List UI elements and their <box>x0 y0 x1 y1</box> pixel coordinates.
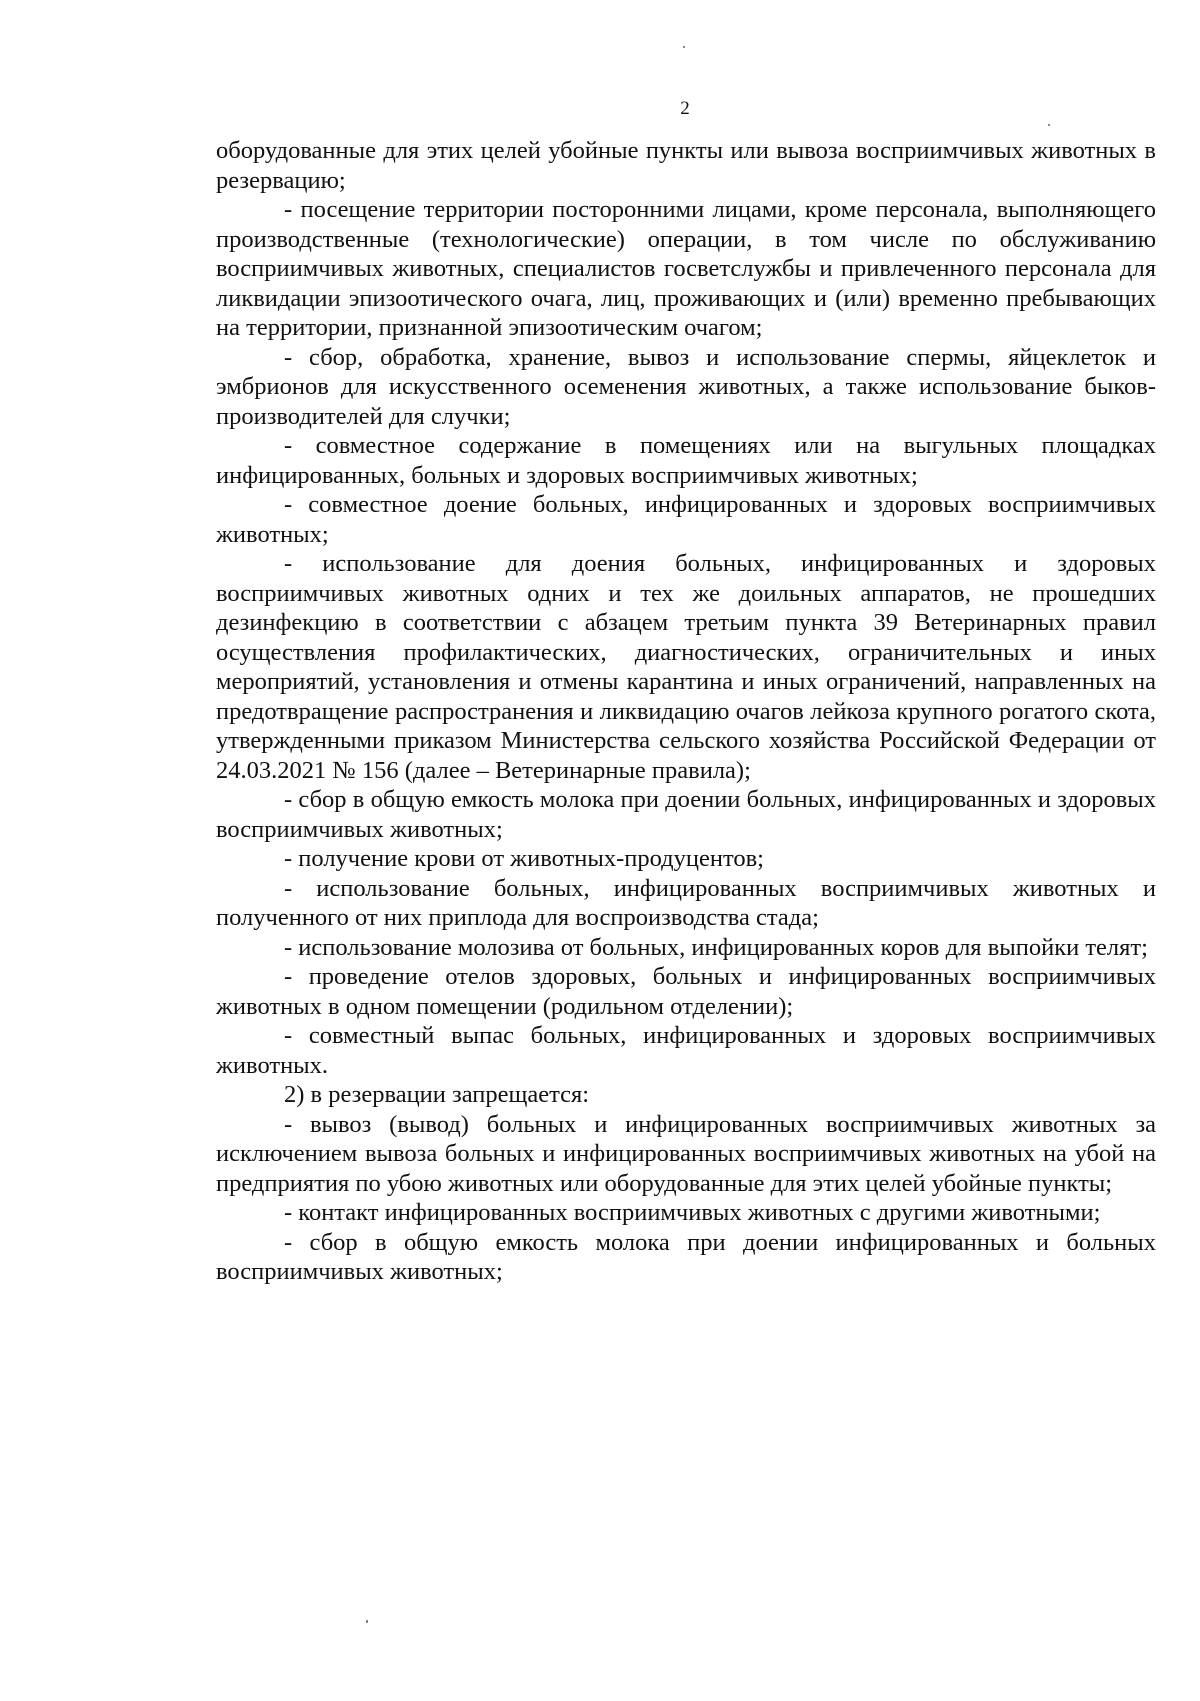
list-item-joint-milking: - совместное доение больных, инфицированных и здоровых восприимчивых животных; <box>216 491 1156 548</box>
section-heading-reservation: 2) в резервации запрещается: <box>284 1081 590 1108</box>
list-item-removal: - вывоз (вывод) больных и инфицированных восприимчивых животных за исключением вывоза больных и инфицированных восприимчивых животных на убой на предприятия по убою животных или оборудованные для этих целей убойные пункты; <box>216 1110 1156 1197</box>
list-item-semen: - сбор, обработка, хранение, вывоз и использование спермы, яйцеклеток и эмбрионов для искусственного осеменения животных, а также использование быков-производителей для случки; <box>216 343 1156 430</box>
list-item-milking-equipment: - использование для доения больных, инфицированных и здоровых восприимчивых животных одних и тех же доильных аппаратов, не прошедших дезинфекцию в соответствии с абзацем третьим пункта 39 Ветеринарных правил осуществления профилактических, диагностических, ограничительных и иных мероприятий, установления и отмены карантина и иных ограничений, направленных на предотвращение распространения и ликвидацию очагов лейкоза крупного рогатого скота, утвержденными приказом Министерства сельского хозяйства Российской Федерации от 24.03.2021 № 156 (далее – Ветеринарные правила); <box>216 550 1156 784</box>
list-item-contact: - контакт инфицированных восприимчивых животных с другими животными; <box>284 1199 1101 1226</box>
list-item-colostrum: - использование молозива от больных, инфицированных коров для выпойки телят; <box>284 933 1148 961</box>
list-item-milk-collection-reservation: - сбор в общую емкость молока при доении инфицированных и больных восприимчивых животных; <box>216 1228 1156 1285</box>
list-item-calving: - проведение отелов здоровых, больных и инфицированных восприимчивых животных в одном помещении (родильном отделении); <box>216 963 1156 1020</box>
list-item-visitors: - посещение территории посторонними лицами, кроме персонала, выполняющего производственные (технологические) операции, в том числе по обслуживанию восприимчивых животных, специалистов госветслужбы и привлеченного персонала для ликвидации эпизоотического очага, лиц, проживающих и (или) временно пребывающих на территории, признанной эпизоотическим очагом; <box>216 196 1156 341</box>
scan-speck <box>1048 124 1050 126</box>
list-item-blood: - получение крови от животных-продуцентов; <box>284 845 764 872</box>
scan-speck <box>683 46 685 48</box>
scan-speck <box>366 1620 368 1623</box>
list-item-breeding: - использование больных, инфицированных восприимчивых животных и полученного от них приплода для воспроизводства стада; <box>216 874 1156 931</box>
list-item-joint-housing: - совместное содержание в помещениях или на выгульных площадках инфицированных, больных и здоровых восприимчивых животных; <box>216 432 1156 489</box>
page-number: 2 <box>680 98 690 119</box>
paragraph-continuation: оборудованные для этих целей убойные пункты или вывоза восприимчивых животных в резервацию; <box>216 137 1156 194</box>
list-item-milk-collection: - сбор в общую емкость молока при доении больных, инфицированных и здоровых восприимчивых животных; <box>216 786 1156 843</box>
list-item-grazing: - совместный выпас больных, инфицированных и здоровых восприимчивых животных. <box>216 1022 1156 1079</box>
document-body <box>216 136 1156 1287</box>
